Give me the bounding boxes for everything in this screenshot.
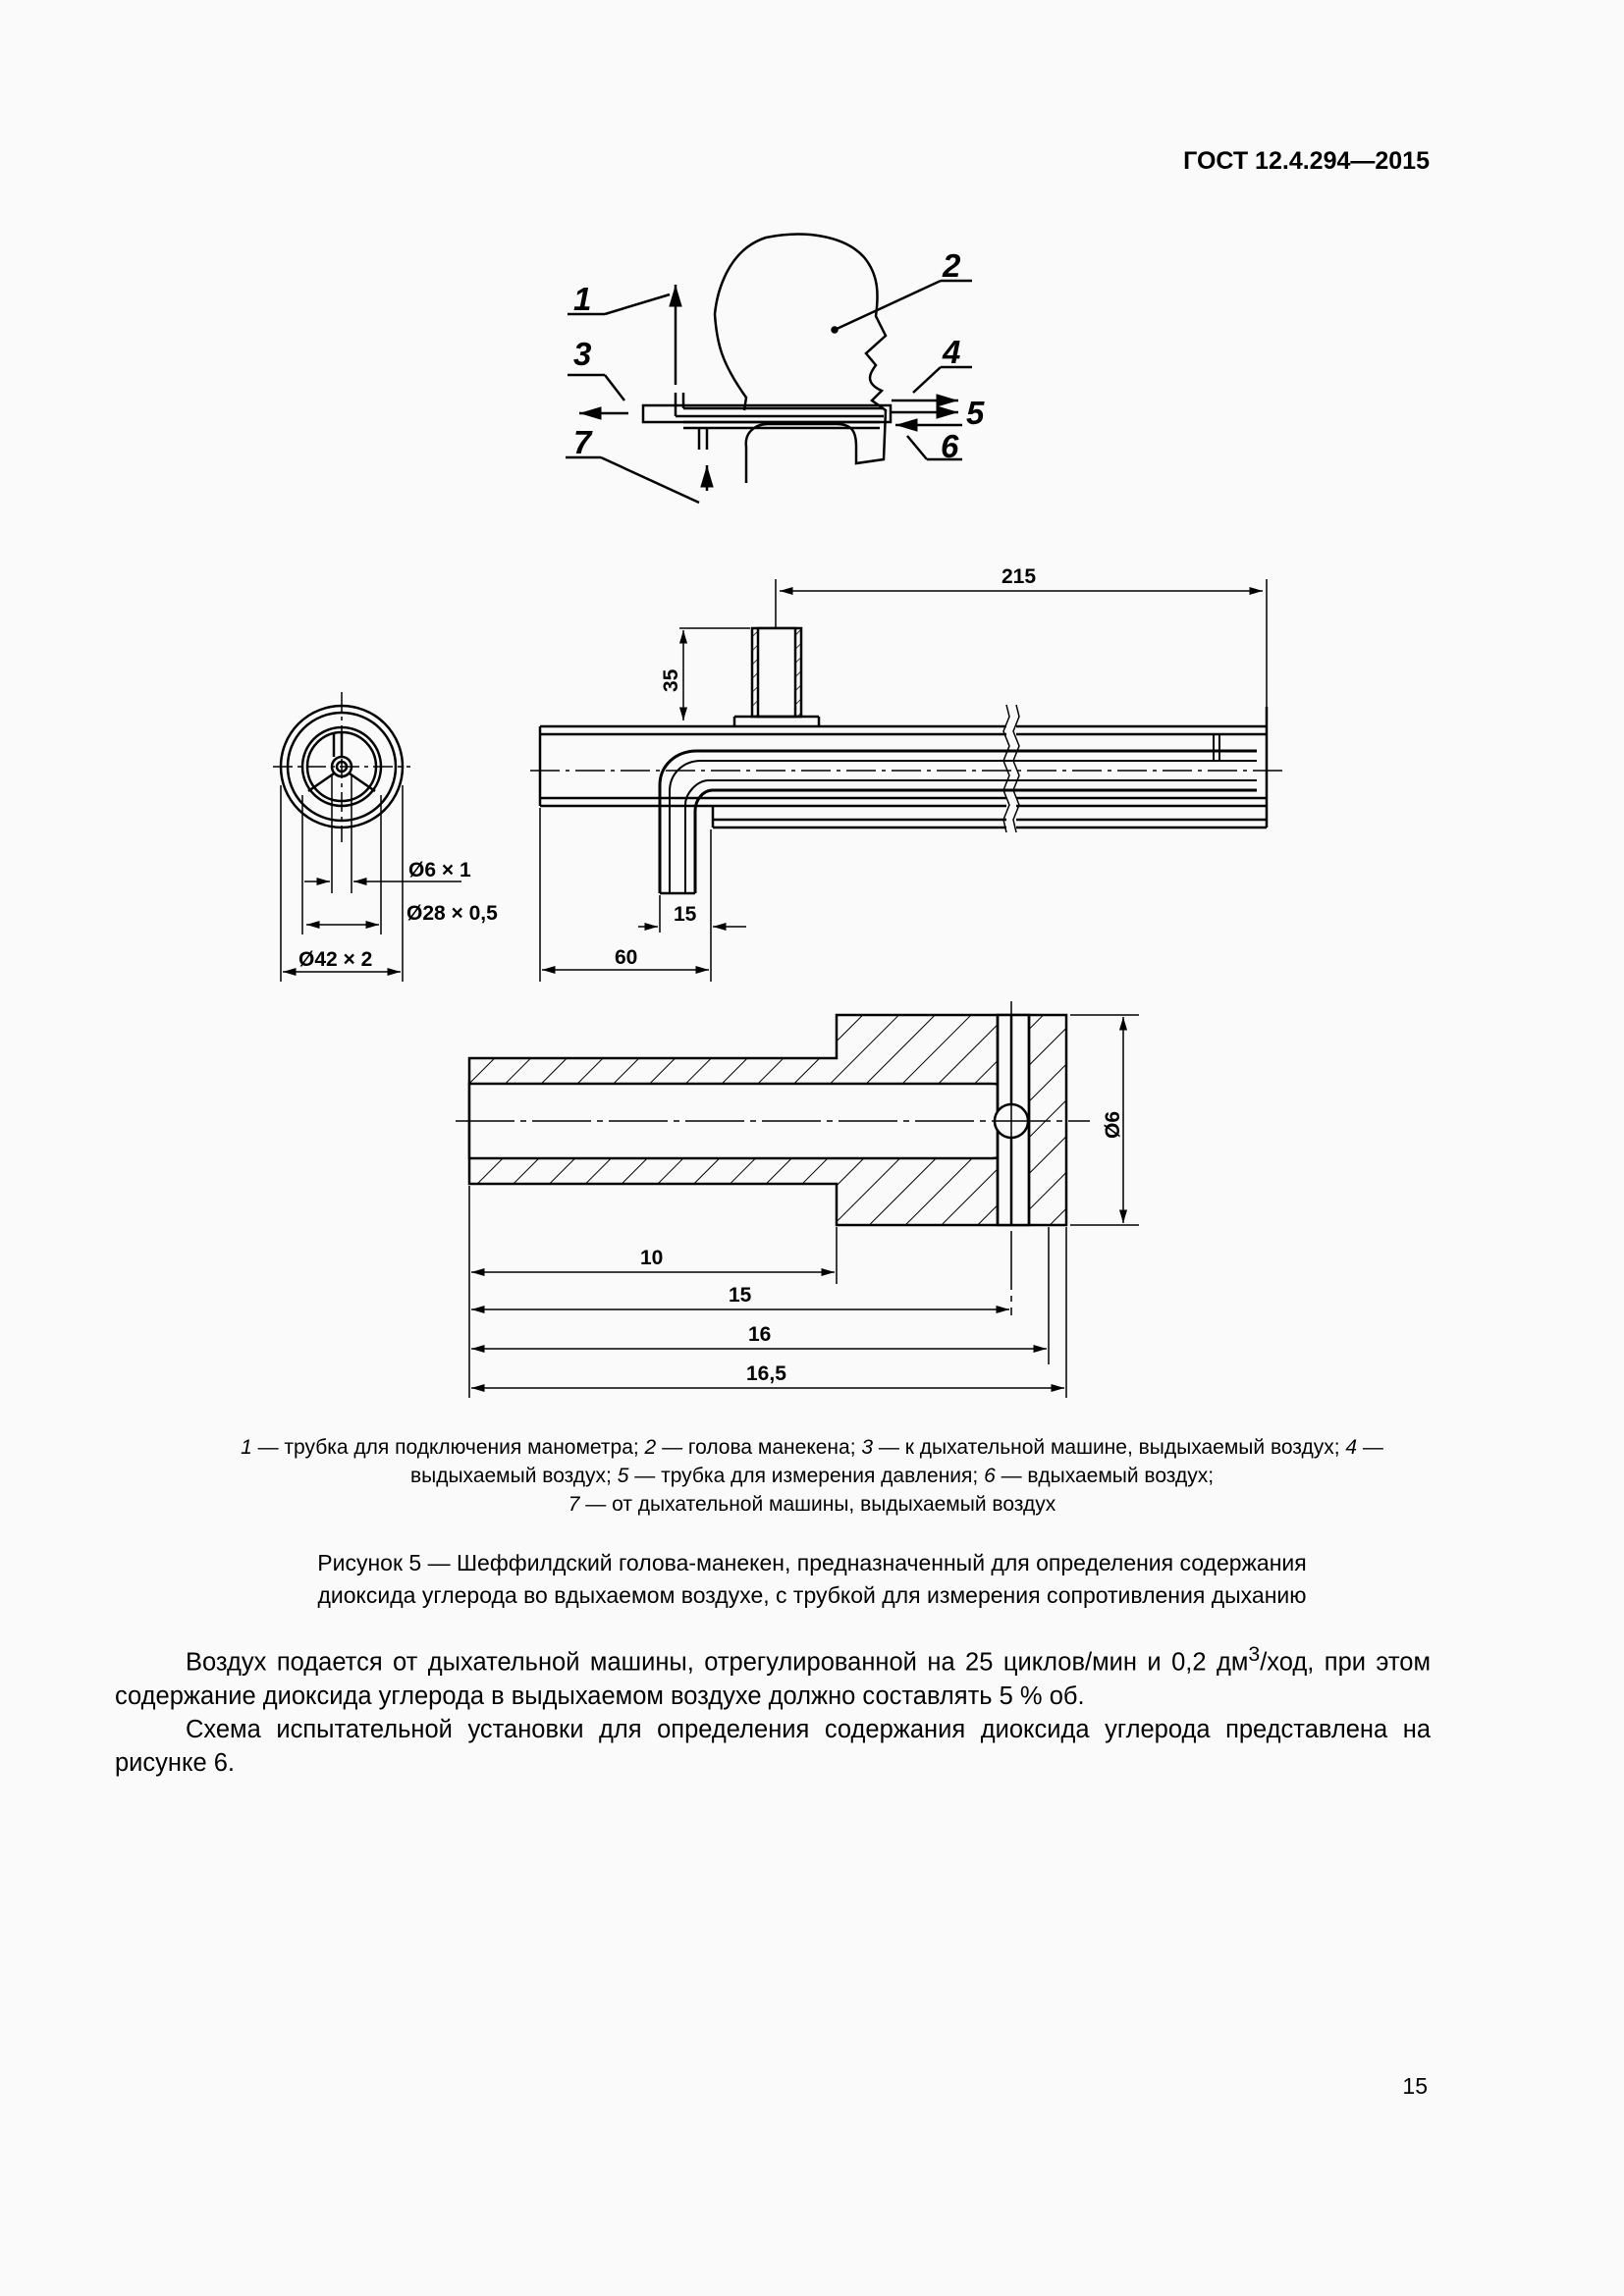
dim-10: 10 (640, 1247, 664, 1269)
paragraph-2: Схема испытательной установки для определения содержания диоксида углерода представлена на рисунке 6. (115, 1715, 1431, 1777)
caption-line-1: Рисунок 5 — Шеффилдский голова-манекен, предназначенный для определения содержания (317, 1550, 1307, 1575)
dim-d42: Ø42 × 2 (298, 948, 373, 971)
label-1: 1 (573, 281, 592, 317)
label-7: 7 (573, 424, 592, 460)
label-3: 3 (573, 336, 592, 372)
superscript-3: 3 (1248, 1642, 1261, 1666)
dim-16: 16 (748, 1323, 772, 1346)
legend-text-5: — трубка для измерения давления; (628, 1465, 985, 1487)
dim-215: 215 (1001, 565, 1037, 588)
tube-cross-section (273, 692, 461, 982)
paragraph-1 (115, 1637, 1431, 1713)
label-5: 5 (966, 395, 985, 431)
document-header: ГОСТ 12.4.294—2015 (1183, 147, 1430, 175)
body-text (115, 1637, 1431, 1780)
dim-d6x1: Ø6 × 1 (408, 859, 471, 881)
mannequin-head (715, 235, 886, 483)
label-4: 4 (943, 334, 961, 370)
legend-num-1: 1 (241, 1436, 252, 1459)
legend-num-6: 6 (984, 1465, 996, 1487)
tube-longitudinal-section (530, 579, 1286, 982)
dim-60: 60 (615, 946, 638, 969)
dim-16-5: 16,5 (746, 1362, 786, 1385)
legend-text-2: — голова манекена; (656, 1436, 862, 1459)
figure-caption (196, 1547, 1428, 1612)
page-number: 15 (1402, 2073, 1428, 2099)
legend-text-3: — к дыхательной машине, выдыхаемый воздух; (873, 1436, 1346, 1459)
dim-d6-fitting: Ø6 (1102, 1110, 1124, 1139)
paragraph-1-start: Воздух подается от дыхательной машины, отрегулированной на 25 циклов/мин и 0,2 дм (186, 1648, 1249, 1677)
legend-text-4: — выдыхаемый воздух; (409, 1436, 1383, 1487)
legend-text-7: — от дыхательной машины, выдыхаемый воздух (579, 1493, 1056, 1516)
figure-legend (196, 1433, 1428, 1519)
dim-15-tube: 15 (674, 903, 697, 926)
legend-num-2: 2 (644, 1436, 657, 1459)
dim-15-fitting: 15 (729, 1284, 752, 1307)
legend-num-4: 4 (1345, 1436, 1358, 1459)
fitting-section (456, 1001, 1139, 1398)
label-6: 6 (941, 428, 959, 464)
legend-text-1: — трубка для подключения манометра; (251, 1436, 645, 1459)
dim-d28: Ø28 × 0,5 (406, 902, 498, 925)
head-schematic (566, 235, 972, 503)
dim-35: 35 (660, 668, 682, 692)
legend-num-3: 3 (861, 1436, 874, 1459)
caption-line-2: диоксида углерода во вдыхаемом воздухе, с трубкой для измерения сопротивления дыханию (317, 1582, 1307, 1608)
legend-text-6: — вдыхаемый воздух; (995, 1465, 1215, 1487)
legend-num-7: 7 (568, 1493, 580, 1516)
legend-num-5: 5 (617, 1465, 629, 1487)
label-2: 2 (943, 247, 961, 284)
paragraph-1-end: /ход, при этом содержание диоксида углерода в выдыхаемом воздухе должно составлять 5 % об. (115, 1648, 1431, 1710)
